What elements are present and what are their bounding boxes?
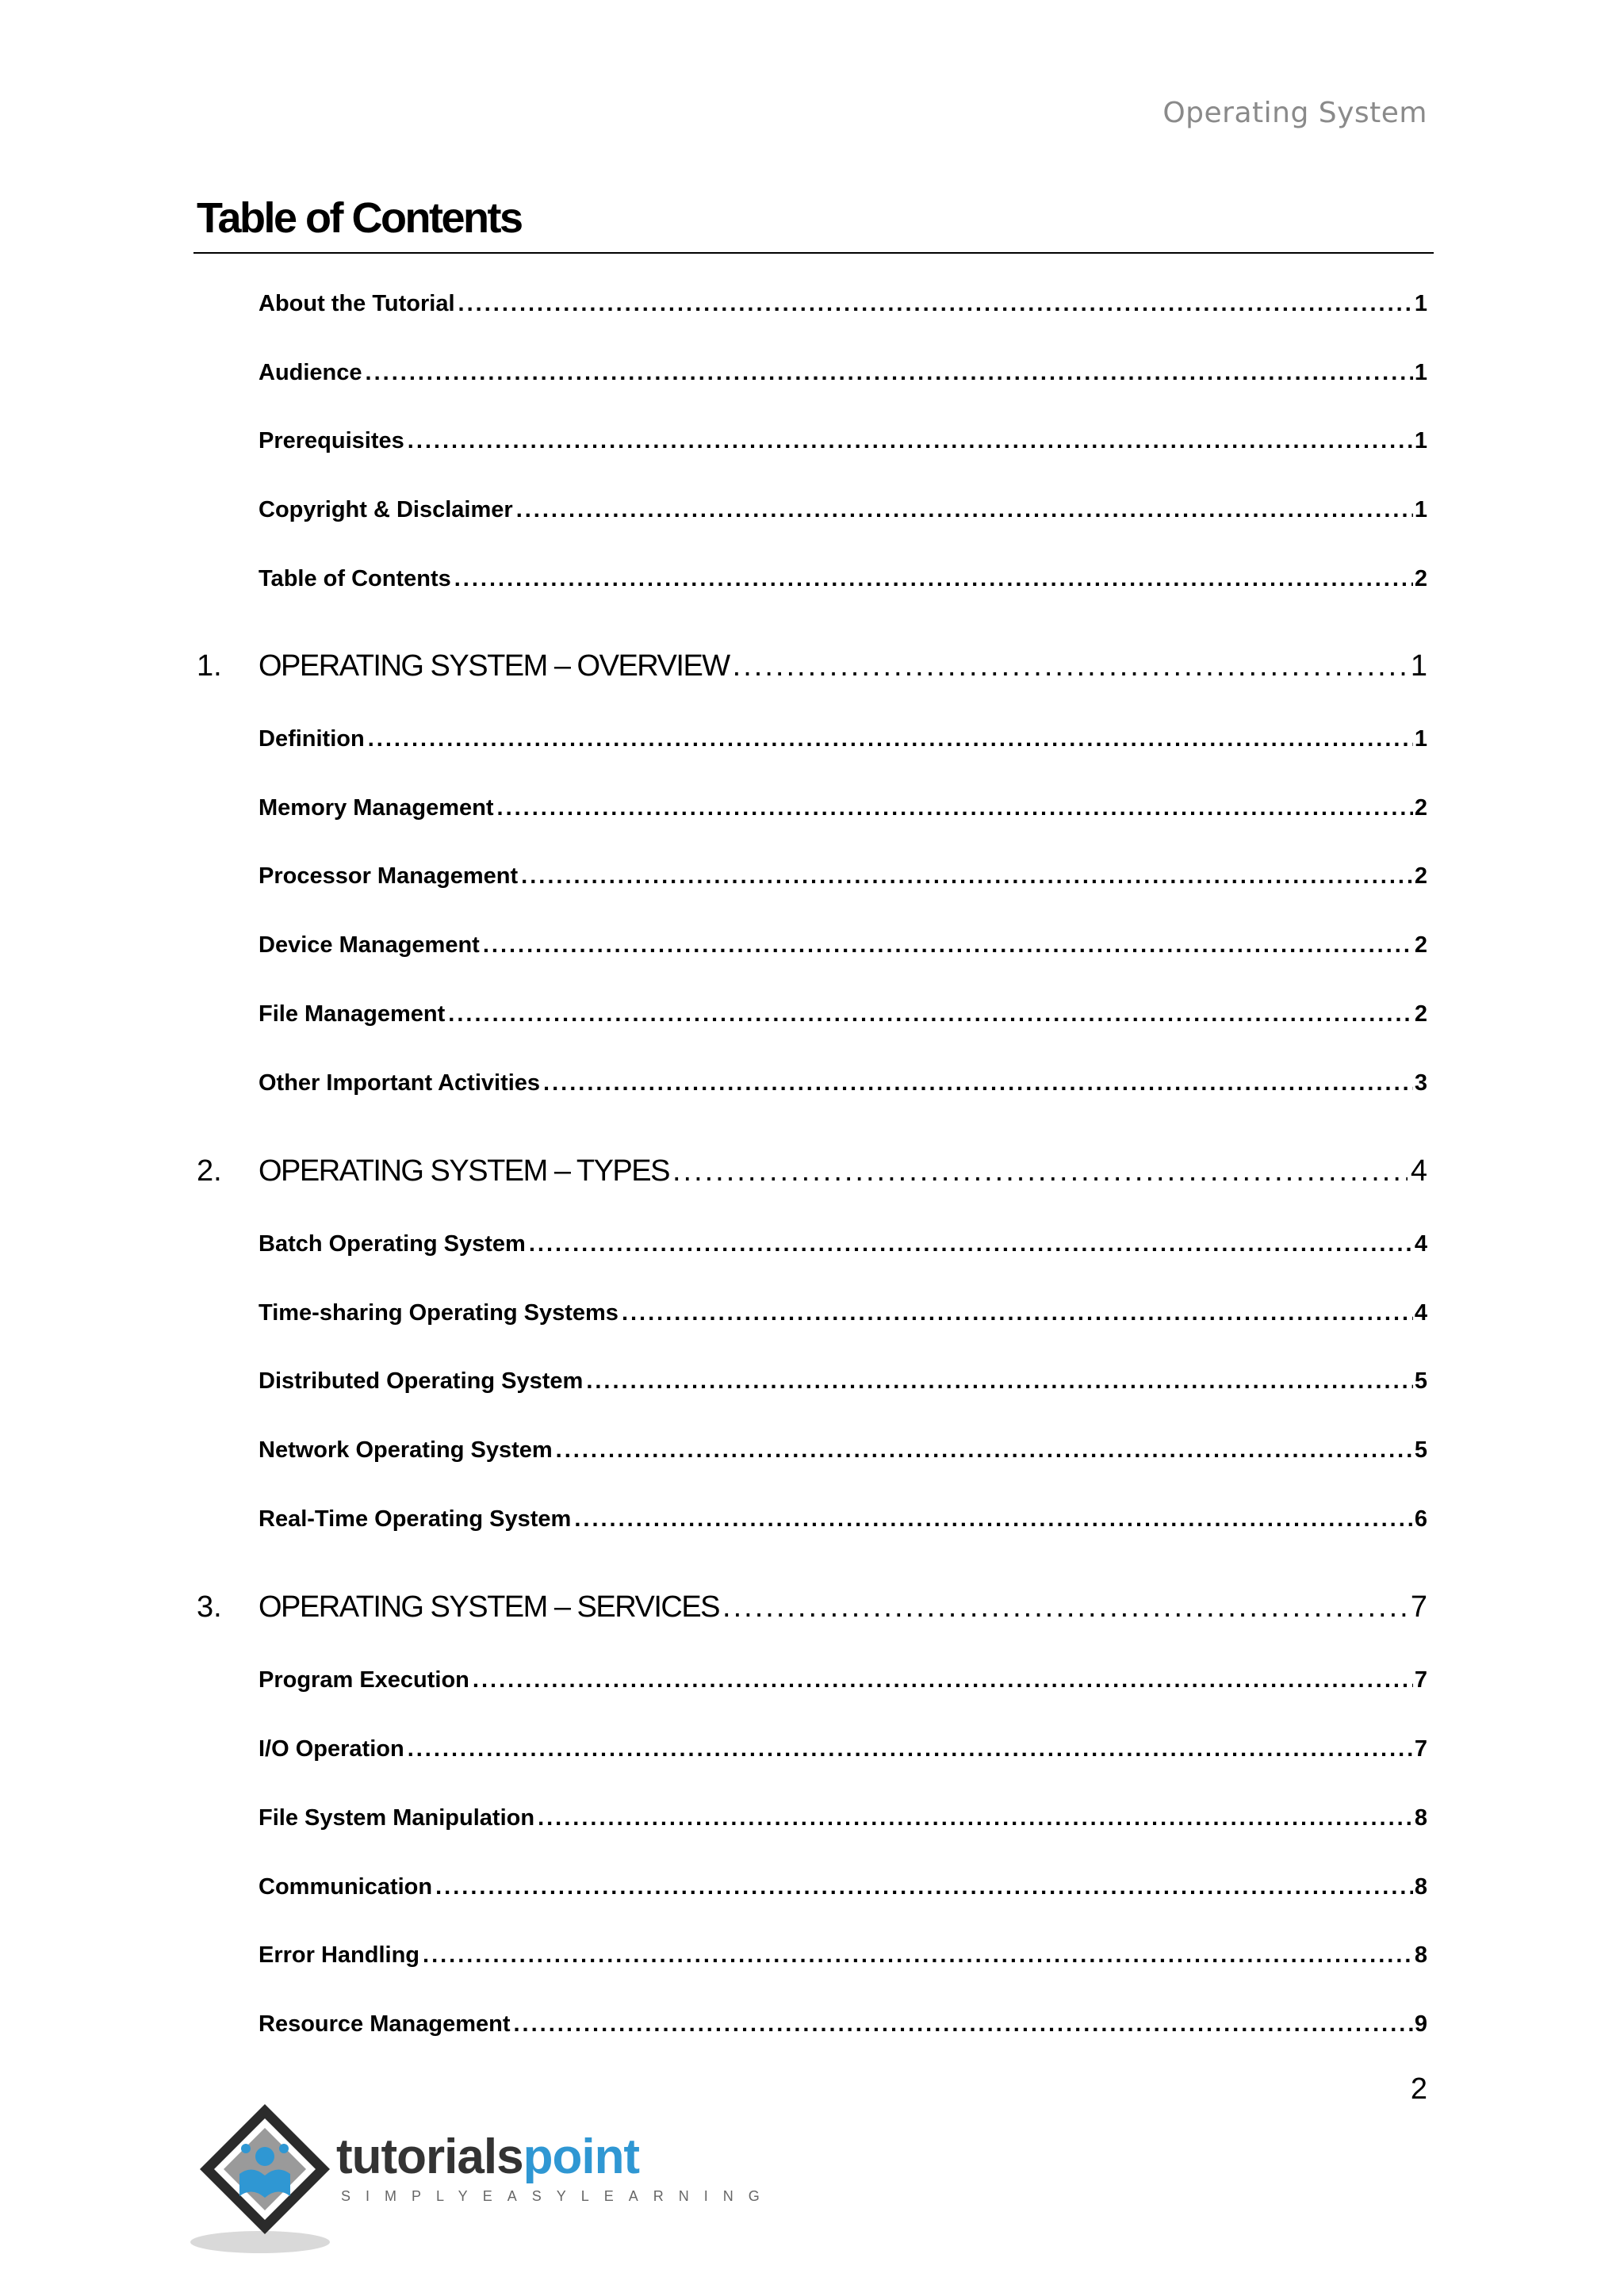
toc-chapter-2[interactable] [197, 1154, 1427, 1188]
toc-entry-io-operation[interactable] [259, 1736, 1427, 1762]
toc-entry-distributed-os[interactable] [259, 1368, 1427, 1395]
toc-entry-label: Table of Contents [259, 566, 451, 591]
toc-entry-page: 8 [1414, 1805, 1427, 1831]
toc-entry-page: 1 [1414, 291, 1427, 316]
toc-entry-label: Time-sharing Operating Systems [259, 1300, 619, 1326]
dot-leader [556, 1437, 1413, 1464]
toc-entry-page: 1 [1414, 360, 1427, 385]
toc-entry-file-management[interactable] [259, 1001, 1427, 1027]
toc-entry-page: 4 [1414, 1300, 1427, 1326]
toc-entry-page: 4 [1414, 1231, 1427, 1257]
toc-entry-error-handling[interactable] [259, 1942, 1427, 1969]
dot-leader [497, 795, 1413, 821]
dot-leader [586, 1368, 1413, 1395]
toc-entry-definition[interactable] [259, 726, 1427, 752]
tutorialspoint-logo-icon [190, 2101, 349, 2260]
chapter-label: OPERATING SYSTEM – SERVICES [259, 1590, 720, 1624]
dot-leader [483, 932, 1413, 959]
chapter-number: 3. [197, 1590, 222, 1624]
toc-entry-label: Batch Operating System [259, 1231, 526, 1257]
toc-entry-prerequisites[interactable] [259, 428, 1427, 454]
toc-entry-label: Other Important Activities [259, 1070, 541, 1096]
toc-entry-device-management[interactable] [259, 932, 1427, 959]
toc-entry-copyright-disclaimer[interactable] [259, 497, 1427, 523]
toc-chapter-1[interactable] [197, 649, 1427, 683]
logo-tagline: SIMPLYEASYLEARNING [341, 2188, 775, 2204]
chapter-page: 7 [1410, 1590, 1427, 1624]
toc-entry-label: About the Tutorial [259, 291, 455, 316]
toc-entry-other-important-activities[interactable] [259, 1070, 1427, 1096]
toc-entry-batch-os[interactable] [259, 1231, 1427, 1257]
toc-entry-label: Copyright & Disclaimer [259, 497, 513, 522]
toc-entry-label: Definition [259, 726, 365, 752]
dot-leader [366, 360, 1413, 386]
dot-leader [458, 291, 1413, 317]
toc-entry-label: Prerequisites [259, 428, 404, 453]
toc-entry-page: 9 [1414, 2011, 1427, 2037]
toc-entry-page: 3 [1414, 1070, 1427, 1096]
toc-entry-label: File System Manipulation [259, 1805, 535, 1831]
toc-entry-page: 1 [1414, 497, 1427, 522]
dot-leader [408, 1736, 1413, 1762]
toc-entry-label: File Management [259, 1001, 446, 1027]
page-title: Table of Contents [197, 194, 522, 242]
dot-leader [538, 1805, 1413, 1831]
toc-entry-time-sharing-os[interactable] [259, 1300, 1427, 1326]
chapter-number: 2. [197, 1154, 222, 1188]
dot-leader [454, 566, 1413, 592]
dot-leader [521, 863, 1413, 890]
toc-entry-label: Distributed Operating System [259, 1368, 584, 1394]
toc-entry-memory-management[interactable] [259, 795, 1427, 821]
toc-entry-page: 1 [1414, 726, 1427, 752]
running-header: Operating System [1162, 97, 1427, 129]
chapter-label: OPERATING SYSTEM – OVERVIEW [259, 649, 730, 683]
toc-entry-real-time-os[interactable] [259, 1506, 1427, 1533]
toc-entry-processor-management[interactable] [259, 863, 1427, 890]
toc-entry-label: Program Execution [259, 1667, 469, 1693]
toc-entry-page: 5 [1414, 1437, 1427, 1463]
dot-leader [722, 1590, 1408, 1624]
logo-wordmark: tutorialspoint [336, 2130, 640, 2184]
toc-chapter-3[interactable] [197, 1590, 1427, 1624]
toc-entry-label: Error Handling [259, 1942, 420, 1968]
toc-entry-label: Network Operating System [259, 1437, 553, 1463]
page-number: 2 [1410, 2072, 1427, 2106]
toc-entry-resource-management[interactable] [259, 2011, 1427, 2038]
dot-leader [516, 497, 1413, 523]
toc-entry-label: Processor Management [259, 863, 519, 889]
chapter-number: 1. [197, 649, 222, 683]
toc-entry-page: 7 [1414, 1667, 1427, 1693]
toc-entry-label: Resource Management [259, 2011, 511, 2037]
toc-entry-label: Communication [259, 1874, 433, 1900]
toc-entry-page: 8 [1414, 1874, 1427, 1900]
dot-leader [408, 428, 1413, 454]
dot-leader [529, 1231, 1413, 1257]
dot-leader [423, 1942, 1413, 1969]
toc-entry-table-of-contents[interactable] [259, 566, 1427, 592]
dot-leader [435, 1874, 1413, 1900]
dot-leader [448, 1001, 1413, 1027]
chapter-label: OPERATING SYSTEM – TYPES [259, 1154, 669, 1188]
dot-leader [368, 726, 1413, 752]
chapter-page: 1 [1410, 649, 1427, 683]
toc-entry-label: Audience [259, 360, 362, 385]
toc-entry-page: 8 [1414, 1942, 1427, 1968]
toc-entry-label: I/O Operation [259, 1736, 404, 1762]
toc-entry-file-system-manipulation[interactable] [259, 1805, 1427, 1831]
toc-entry-audience[interactable] [259, 360, 1427, 386]
toc-entry-page: 1 [1414, 428, 1427, 453]
toc-entry-page: 2 [1414, 863, 1427, 889]
dot-leader [672, 1154, 1408, 1188]
toc-entry-page: 5 [1414, 1368, 1427, 1394]
dot-leader [733, 649, 1408, 683]
toc-entry-communication[interactable] [259, 1874, 1427, 1900]
toc-entry-program-execution[interactable] [259, 1667, 1427, 1693]
dot-leader [574, 1506, 1413, 1533]
dot-leader [622, 1300, 1413, 1326]
toc-entry-page: 2 [1414, 1001, 1427, 1027]
dot-leader [514, 2011, 1413, 2038]
toc-entry-label: Real-Time Operating System [259, 1506, 572, 1532]
toc-entry-page: 2 [1414, 795, 1427, 821]
toc-entry-network-os[interactable] [259, 1437, 1427, 1464]
toc-entry-label: Device Management [259, 932, 480, 958]
toc-entry-about-the-tutorial[interactable] [259, 291, 1427, 317]
dot-leader [543, 1070, 1413, 1096]
tutorialspoint-logo [190, 2101, 775, 2260]
toc-entry-page: 2 [1414, 932, 1427, 958]
toc-entry-label: Memory Management [259, 795, 494, 821]
toc-entry-page: 6 [1414, 1506, 1427, 1532]
dot-leader [473, 1667, 1413, 1693]
toc-entry-page: 7 [1414, 1736, 1427, 1762]
toc-entry-page: 2 [1414, 566, 1427, 591]
chapter-page: 4 [1410, 1154, 1427, 1188]
